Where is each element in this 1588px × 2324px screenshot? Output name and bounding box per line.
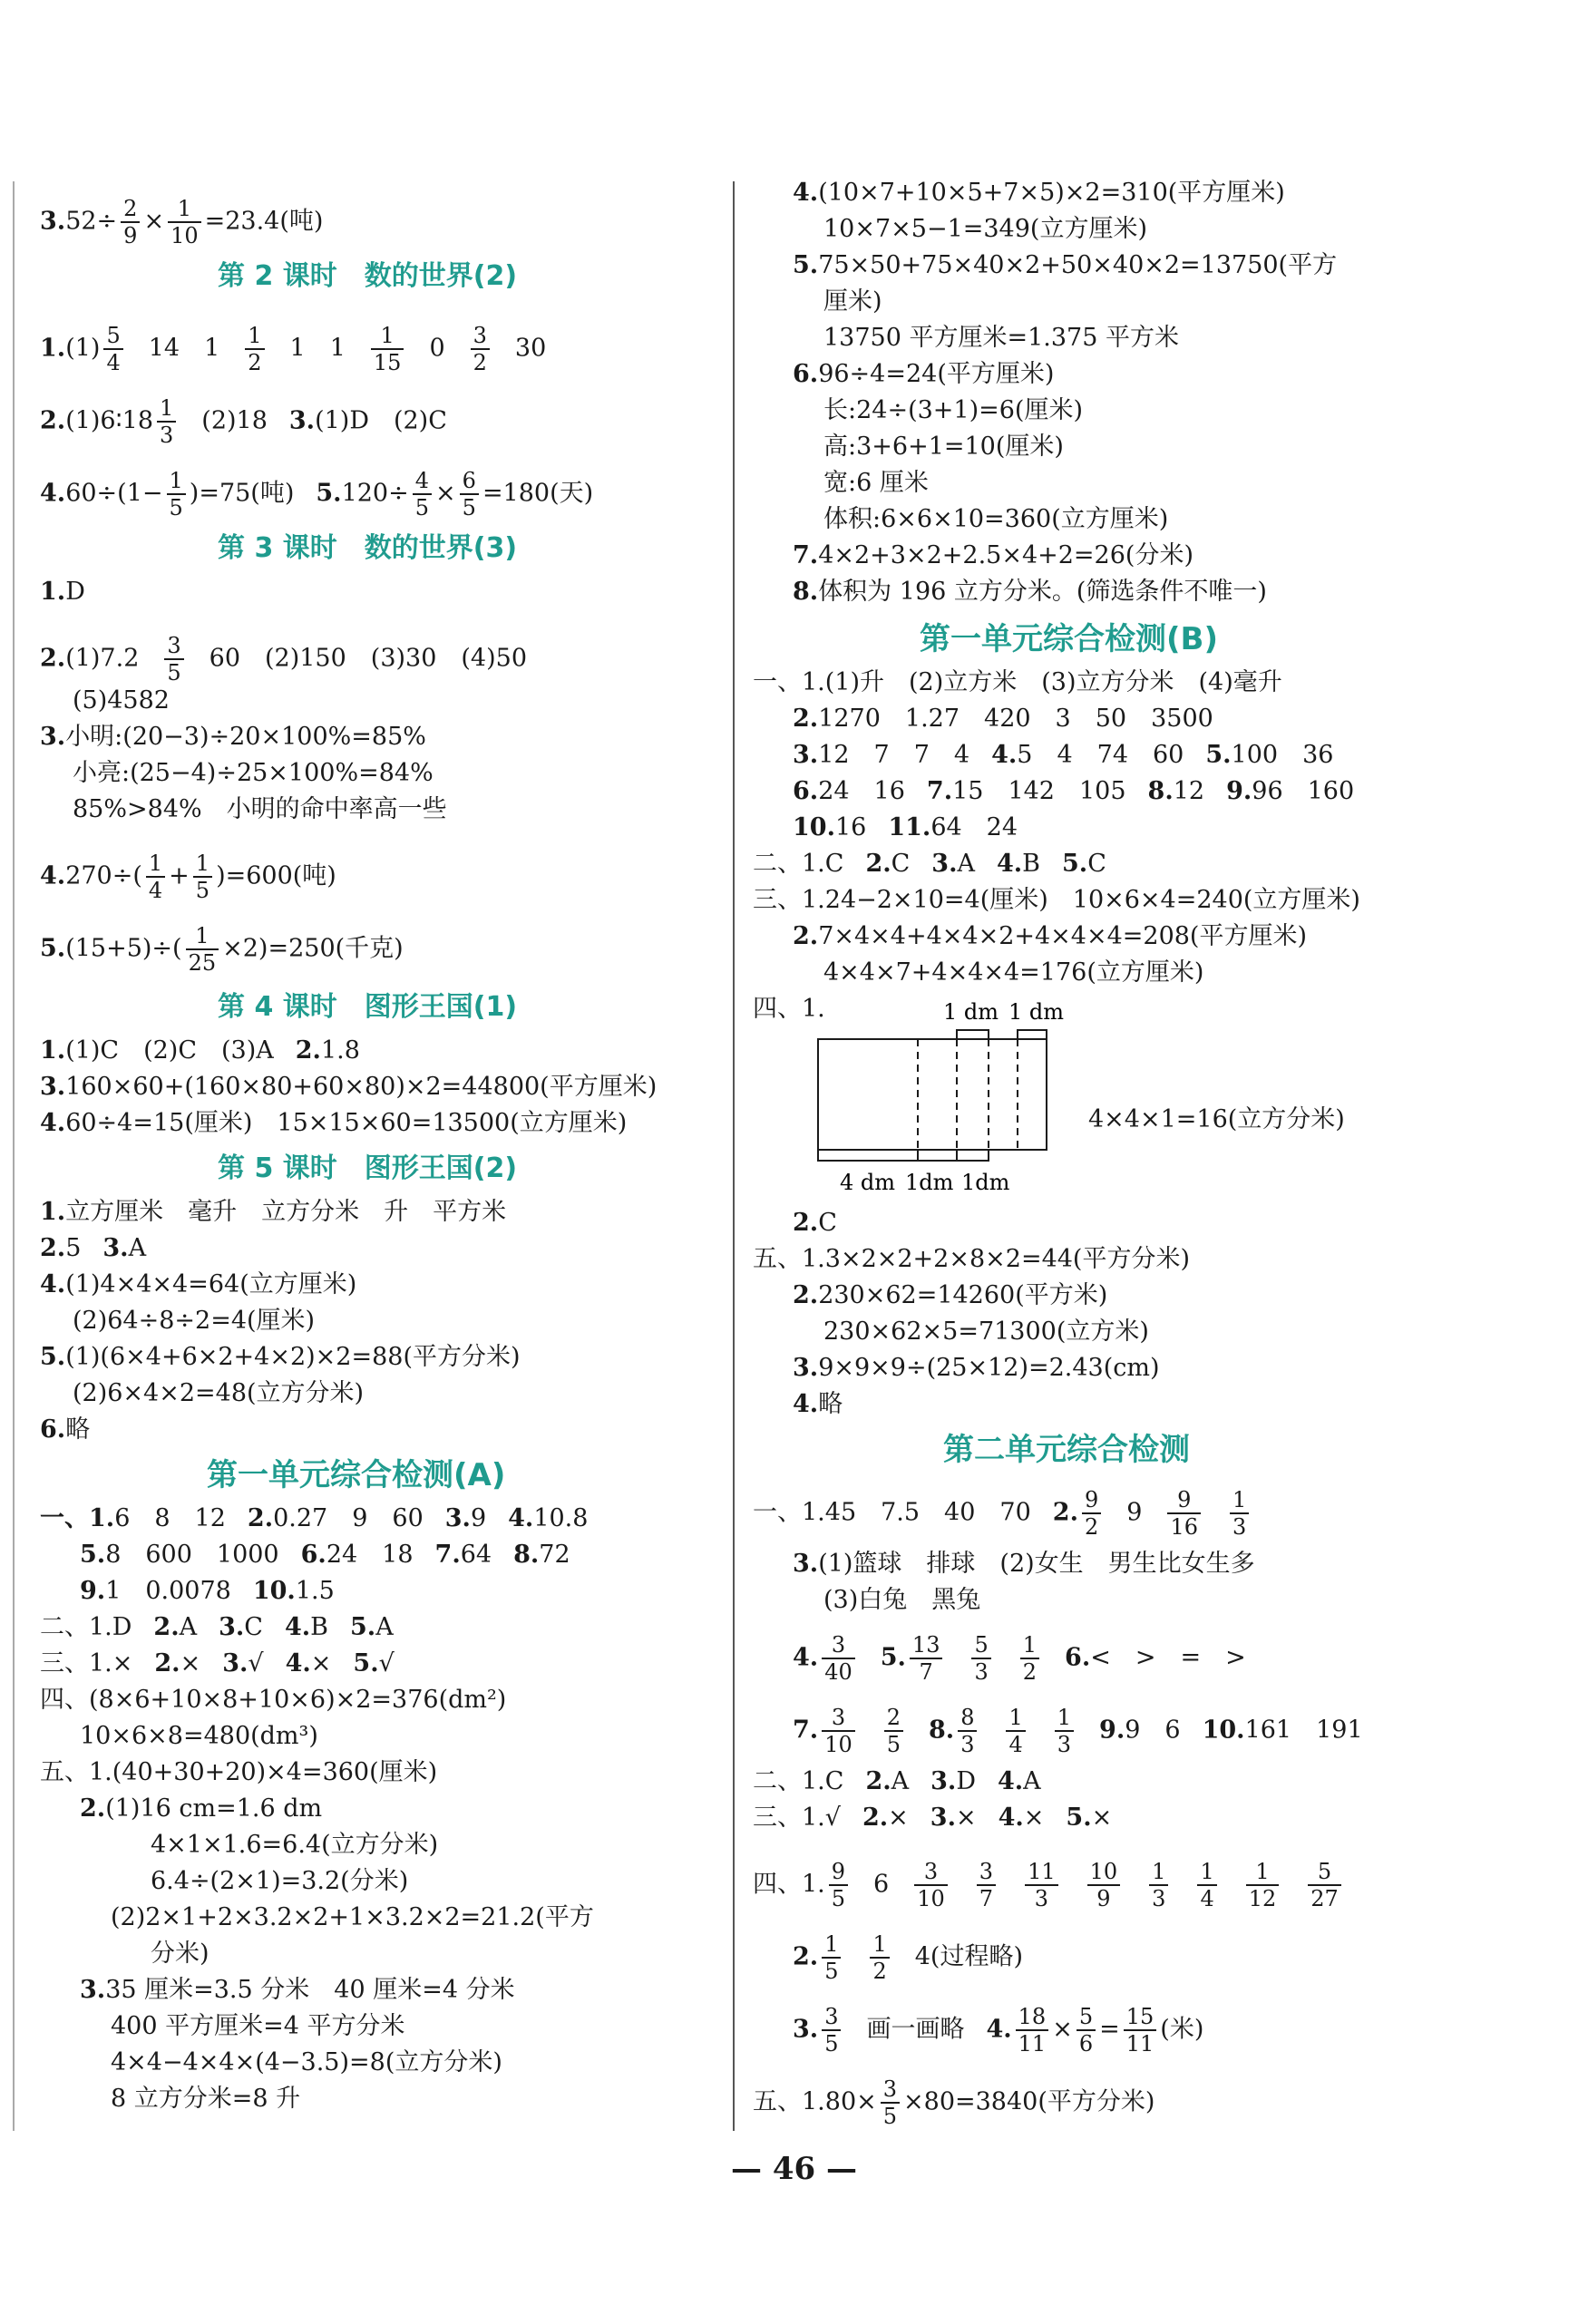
fraction: $\frac{18}{11}$ — [1016, 2004, 1049, 2057]
answer-line: 3.(1)篮球 排球 (2)女生 男生比女生多 — [793, 1550, 1255, 1578]
fraction: $\frac{5}{27}$ — [1308, 1859, 1341, 1911]
answer-line: (2)64÷8÷2=4(厘米) — [73, 1307, 316, 1335]
answer-line: 4.270÷( $\frac{1}{4}$ + $\frac{1}{5}$ )=600(吨) — [40, 851, 336, 903]
answer-line: 3.160×60+(160×80+60×80)×2=44800(平方厘米) — [40, 1073, 658, 1101]
answer-line: 五、1.3×2×2+2×8×2=44(平方分米) — [753, 1245, 1190, 1273]
dim-label-bottom: 1dm — [961, 1170, 1010, 1195]
answer-line: 二、1.C 2.C 3.A 4.B 5.C — [753, 850, 1106, 878]
fraction: $\frac{2}{5}$ — [884, 1705, 903, 1757]
fraction: $\frac{5}{4}$ — [103, 323, 122, 375]
fraction: $\frac{1}{12}$ — [1246, 1859, 1280, 1911]
fraction: $\frac{10}{9}$ — [1087, 1859, 1121, 1911]
answer-line: 10.16 11.64 24 — [793, 813, 1018, 841]
answer-line: 7. $\frac{3}{10}$ $\frac{2}{5}$ 8. $\frac{8}{3}$ $\frac{1}{4}$ $\frac{1}{3}$ 9.9 6 10.161 191 — [793, 1705, 1363, 1757]
answer-line: 5.(1)(6×4+6×2+4×2)×2=88(平方分米) — [40, 1343, 521, 1371]
answer-line: 五、1.(40+30+20)×4=360(厘米) — [40, 1758, 438, 1786]
fraction: $\frac{9}{2}$ — [1082, 1487, 1101, 1540]
answer-line: 厘米) — [823, 287, 882, 316]
fraction: $\frac{1}{2}$ — [1020, 1632, 1039, 1685]
answer-line: 10×6×8=480(dm³) — [80, 1722, 318, 1750]
top-brace — [1018, 1030, 1047, 1039]
fraction: $\frac{3}{5}$ — [822, 2004, 841, 2057]
answer-line: 6.96÷4=24(平方厘米) — [793, 360, 1055, 388]
fraction: $\frac{9}{5}$ — [829, 1859, 848, 1911]
fraction: $\frac{1}{3}$ — [1055, 1705, 1074, 1757]
fraction: $\frac{1}{2}$ — [245, 323, 264, 375]
answer-line: 7.4×2+3×2+2.5×4+2=26(分米) — [793, 541, 1193, 569]
answer-line: 5.75×50+75×40×2+50×40×2=13750(平方 — [793, 251, 1338, 279]
answer-line: 4×4−4×4×(4−3.5)=8(立方分米) — [111, 2048, 502, 2076]
answer-line: 4×1×1.6=6.4(立方分米) — [151, 1831, 439, 1859]
answer-line: 3.小明:(20−3)÷20×100%=85% — [40, 723, 426, 751]
fraction: $\frac{1}{25}$ — [186, 923, 219, 976]
section-heading: 第 4 课时 图形王国(1) — [218, 991, 518, 1023]
unit-heading: 第一单元综合检测(A) — [207, 1457, 506, 1493]
answer-line: 6.4÷(2×1)=3.2(分米) — [151, 1867, 409, 1895]
fraction: $\frac{1}{4}$ — [1197, 1859, 1216, 1911]
fraction: $\frac{1}{4}$ — [146, 851, 165, 903]
answer-line: 四、1. — [753, 995, 825, 1023]
fraction: $\frac{1}{3}$ — [1149, 1859, 1168, 1911]
fraction: $\frac{1}{3}$ — [157, 395, 176, 448]
answer-line: 长:24÷(3+1)=6(厘米) — [823, 396, 1083, 424]
fraction: $\frac{3}{40}$ — [822, 1632, 855, 1685]
answer-line: 230×62×5=71300(立方米) — [823, 1318, 1149, 1346]
answer-line: 5.8 600 1000 6.24 18 7.64 8.72 — [80, 1541, 570, 1569]
fraction: $\frac{3}{7}$ — [977, 1859, 996, 1911]
answer-line: 4. $\frac{3}{40}$ 5. $\frac{13}{7}$ $\frac{5}{3}$ $\frac{1}{2}$ 6.< > = > — [793, 1632, 1246, 1685]
fraction: $\frac{8}{3}$ — [958, 1705, 977, 1757]
answer-line: 三、1.24−2×10=4(厘米) 10×6×4=240(立方厘米) — [753, 886, 1360, 914]
answer-line: 8 立方分米=8 升 — [111, 2085, 301, 2113]
answer-line: 2.(1)6∶18 $\frac{1}{3}$ (2)18 3.(1)D (2)C — [40, 395, 447, 448]
answer-line: (3)白兔 黑兔 — [823, 1586, 981, 1614]
unit-heading: 第二单元综合检测 — [943, 1432, 1190, 1468]
fraction: $\frac{1}{5}$ — [193, 851, 212, 903]
fraction: $\frac{1}{5}$ — [167, 468, 186, 520]
section-heading: 第 3 课时 数的世界(3) — [218, 532, 518, 564]
fraction: $\frac{1}{2}$ — [870, 1931, 889, 1984]
answer-line: 四、(8×6+10×8+10×6)×2=376(dm²) — [40, 1686, 507, 1714]
fraction: $\frac{5}{6}$ — [1077, 2004, 1096, 2057]
answer-line: 9.1 0.0078 10.1.5 — [80, 1577, 335, 1605]
answer-line: 400 平方厘米=4 平方分米 — [111, 2012, 405, 2040]
answer-line: 1.D — [40, 578, 85, 606]
answer-line: 一、1.6 8 12 2.0.27 9 60 3.9 4.10.8 — [40, 1504, 589, 1532]
fraction: $\frac{1}{15}$ — [371, 323, 404, 375]
answer-line: 3. $\frac{3}{5}$ 画一画略 4. $\frac{18}{11}$ × $\frac{5}{6}$ = $\frac{15}{11}$ (米) — [793, 2004, 1204, 2057]
fraction: $\frac{4}{5}$ — [413, 468, 432, 520]
answer-line: 4×4×7+4×4×4=176(立方厘米) — [823, 958, 1204, 987]
fraction: $\frac{6}{5}$ — [460, 468, 479, 520]
fraction: $\frac{3}{2}$ — [471, 323, 490, 375]
fraction: $\frac{1}{10}$ — [168, 196, 201, 248]
answer-line: 5.(15+5)÷( $\frac{1}{25}$ ×2)=250(千克) — [40, 923, 404, 976]
left-margin-rule — [13, 181, 15, 2131]
answer-line: 3.9×9×9÷(25×12)=2.43(cm) — [793, 1354, 1160, 1382]
page-number: — 46 — — [731, 2151, 857, 2187]
answer-line: 分米) — [151, 1940, 209, 1968]
answer-line: 3.35 厘米=3.5 分米 40 厘米=4 分米 — [80, 1976, 515, 2004]
bottom-brace — [818, 1150, 918, 1161]
answer-line: 三、1.√ 2.× 3.× 4.× 5.× — [753, 1804, 1113, 1832]
answer-line: 二、1.C 2.A 3.D 4.A — [753, 1767, 1041, 1795]
section-heading: 第 5 课时 图形王国(2) — [218, 1152, 518, 1184]
answer-line: 4.60÷(1− $\frac{1}{5}$ )=75(吨) 5.120÷ $\frac{4}{5}$ × $\frac{6}{5}$ =180(天) — [40, 468, 594, 520]
fraction: $\frac{9}{16}$ — [1167, 1487, 1201, 1540]
answer-line: 四、1. $\frac{9}{5}$ 6 $\frac{3}{10}$ $\frac{3}{7}$ $\frac{11}{3}$ $\frac{10}{9}$ $\frac{1}{3}$ $\frac{1}{4}$ $\frac{1}{12}$ $\frac{5}{27}$ — [753, 1859, 1345, 1911]
cuboid-cut-diagram — [807, 992, 1134, 1206]
fraction: $\frac{5}{3}$ — [971, 1632, 990, 1685]
answer-line: 一、1.(1)升 (2)立方米 (3)立方分米 (4)毫升 — [753, 668, 1282, 696]
dim-label-bottom: 1dm — [905, 1170, 954, 1195]
answer-line: 3.12 7 7 4 4.5 4 74 60 5.100 36 — [793, 741, 1334, 769]
answer-line: 小亮:(25−4)÷25×100%=84% — [73, 759, 434, 787]
answer-line: 2.5 3.A — [40, 1234, 147, 1262]
answer-line: 2.(1)16 cm=1.6 dm — [80, 1794, 323, 1823]
answer-line: 4×4×1=16(立方分米) — [1088, 1105, 1345, 1133]
answer-line: 体积:6×6×10=360(立方厘米) — [823, 505, 1169, 533]
answer-line: 10×7×5−1=349(立方厘米) — [823, 215, 1147, 243]
answer-line: (2)6×4×2=48(立方分米) — [73, 1379, 365, 1407]
answer-line: (5)4582 — [73, 686, 170, 715]
answer-line: (2)2×1+2×3.2×2+1×3.2×2=21.2(平方 — [111, 1903, 594, 1931]
fraction: $\frac{1}{4}$ — [1006, 1705, 1025, 1757]
column-divider — [733, 181, 735, 2131]
answer-line: 13750 平方厘米=1.375 平方米 — [823, 324, 1179, 352]
fraction: $\frac{3}{5}$ — [881, 2076, 900, 2129]
fraction: $\frac{13}{7}$ — [910, 1632, 943, 1685]
fraction: $\frac{3}{10}$ — [822, 1705, 855, 1757]
section-heading: 第 2 课时 数的世界(2) — [218, 260, 518, 292]
answer-line: 2.7×4×4+4×4×2+4×4×4=208(平方厘米) — [793, 922, 1308, 950]
answer-line: 1.(1)C (2)C (3)A 2.1.8 — [40, 1036, 360, 1065]
answer-line: 4.(1)4×4×4=64(立方厘米) — [40, 1270, 357, 1298]
fraction: $\frac{1}{3}$ — [1230, 1487, 1249, 1540]
answer-line: 五、1.80× $\frac{3}{5}$ ×80=3840(平方分米) — [753, 2076, 1155, 2129]
fraction: $\frac{3}{10}$ — [914, 1859, 948, 1911]
top-brace — [957, 1030, 989, 1039]
answer-line: 2.1270 1.27 420 3 50 3500 — [793, 705, 1213, 733]
dim-label-top: 1 dm — [1008, 999, 1065, 1025]
diagram-rectangle — [818, 1039, 1047, 1150]
fraction: $\frac{3}{5}$ — [164, 633, 183, 686]
answer-line: 三、1.× 2.× 3.√ 4.× 5.√ — [40, 1649, 395, 1677]
answer-line: 1.(1) $\frac{5}{4}$ 14 1 $\frac{1}{2}$ 1 1 $\frac{1}{15}$ 0 $\frac{3}{2}$ 30 — [40, 323, 547, 375]
answer-line: 二、1.D 2.A 3.C 4.B 5.A — [40, 1613, 394, 1641]
fraction: $\frac{1}{5}$ — [822, 1931, 841, 1984]
answer-line: 4.60÷4=15(厘米) 15×15×60=13500(立方厘米) — [40, 1109, 628, 1137]
bottom-brace — [957, 1150, 989, 1161]
answer-line: 高:3+6+1=10(厘米) — [823, 433, 1064, 461]
answer-line: 85%>84% 小明的命中率高一些 — [73, 795, 447, 823]
answer-line: 6.略 — [40, 1415, 91, 1444]
fraction: $\frac{2}{9}$ — [121, 196, 140, 248]
answer-line: 4.略 — [793, 1390, 843, 1418]
answer-line: 一、1.45 7.5 40 70 2. $\frac{9}{2}$ 9 $\frac{9}{16}$ $\frac{1}{3}$ — [753, 1487, 1252, 1540]
dim-label-bottom: 4 dm — [840, 1170, 896, 1195]
answer-line: 宽:6 厘米 — [823, 469, 929, 497]
answer-line: 6.24 16 7.15 142 105 8.12 9.96 160 — [793, 777, 1355, 805]
unit-heading: 第一单元综合检测(B) — [920, 621, 1218, 657]
fraction: $\frac{11}{3}$ — [1025, 1859, 1058, 1911]
answer-line: 2.230×62=14260(平方米) — [793, 1281, 1108, 1309]
answer-line: 1.立方厘米 毫升 立方分米 升 平方米 — [40, 1198, 507, 1226]
answer-line: 2.C — [793, 1209, 837, 1237]
answer-line: 2.(1)7.2 $\frac{3}{5}$ 60 (2)150 (3)30 (4)50 — [40, 633, 527, 686]
answer-line: 4.(10×7+10×5+7×5)×2=310(平方厘米) — [793, 179, 1285, 207]
dim-label-top: 1 dm — [943, 999, 999, 1025]
answer-line: 3.52÷ $\frac{2}{9}$ × $\frac{1}{10}$ =23.4(吨) — [40, 196, 324, 248]
answer-line: 2. $\frac{1}{5}$ $\frac{1}{2}$ 4(过程略) — [793, 1931, 1023, 1984]
answer-line: 8.体积为 196 立方分米。(筛选条件不唯一) — [793, 578, 1267, 606]
fraction: $\frac{15}{11}$ — [1124, 2004, 1157, 2057]
